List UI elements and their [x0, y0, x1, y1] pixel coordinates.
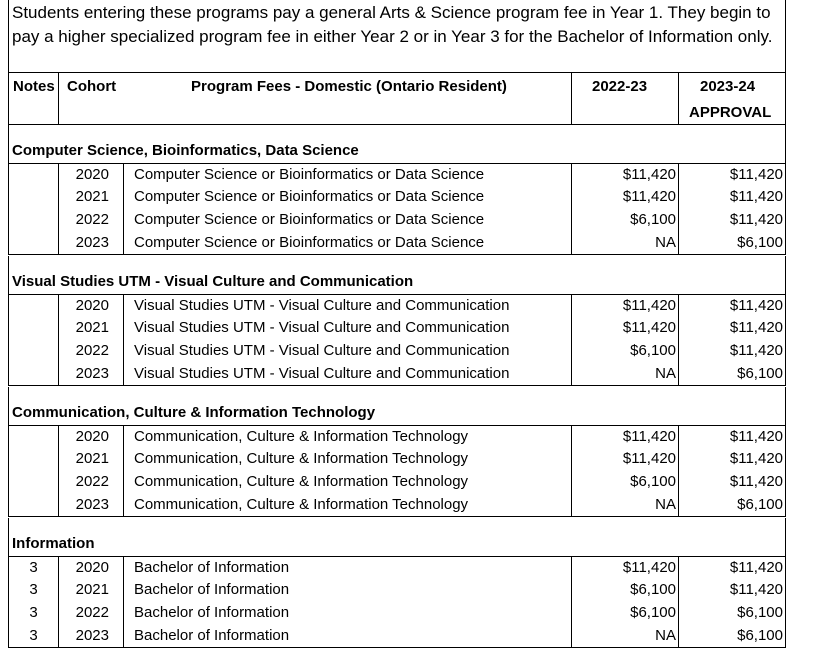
fee-2023-24-cell[interactable]: $6,100	[679, 494, 786, 517]
notes-cell[interactable]	[8, 163, 58, 186]
program-cell[interactable]: Bachelor of Information	[123, 602, 571, 625]
cohort-cell[interactable]: 2020	[58, 163, 123, 186]
header-fee2-cell[interactable]	[679, 72, 786, 125]
program-cell[interactable]: Visual Studies UTM - Visual Culture and Communication	[123, 363, 571, 386]
fee-2023-24-cell[interactable]: $11,420	[679, 579, 786, 602]
cohort-cell[interactable]: 2021	[58, 317, 123, 340]
cohort-cell[interactable]: 2021	[58, 579, 123, 602]
program-cell[interactable]: Visual Studies UTM - Visual Culture and Communication	[123, 340, 571, 363]
program-cell[interactable]: Bachelor of Information	[123, 579, 571, 602]
section-spacer	[8, 125, 786, 140]
section-title: Computer Science, Bioinformatics, Data Science	[8, 140, 786, 163]
fee-2022-23-cell[interactable]: NA	[571, 494, 679, 517]
header-cohort-cell[interactable]	[58, 72, 123, 125]
header-program: Program Fees - Domestic (Ontario Resident)	[191, 78, 507, 95]
notes-cell[interactable]: 3	[8, 579, 58, 602]
notes-cell[interactable]	[8, 425, 58, 448]
cohort-cell[interactable]: 2020	[58, 425, 123, 448]
fee-2022-23-cell[interactable]: NA	[571, 625, 679, 648]
section-title: Visual Studies UTM - Visual Culture and Communication	[8, 271, 786, 294]
fee-2023-24-cell[interactable]: $6,100	[679, 625, 786, 648]
header-program-cell[interactable]	[123, 72, 571, 125]
table-row	[8, 363, 786, 386]
header-fee1: 2022-23	[592, 78, 648, 95]
cohort-cell[interactable]: 2021	[58, 186, 123, 209]
notes-cell[interactable]	[8, 186, 58, 209]
cohort-cell[interactable]: 2023	[58, 494, 123, 517]
header-fee2-line2: APPROVAL	[689, 104, 772, 121]
fee-2022-23-cell[interactable]: $11,420	[571, 425, 679, 448]
table-row	[8, 163, 786, 186]
fee-2022-23-cell[interactable]: NA	[571, 363, 679, 386]
table-row	[8, 579, 786, 602]
notes-cell[interactable]	[8, 363, 58, 386]
cohort-cell[interactable]: 2023	[58, 625, 123, 648]
section-spacer	[8, 256, 786, 271]
notes-cell[interactable]	[8, 448, 58, 471]
cohort-cell[interactable]: 2023	[58, 363, 123, 386]
cohort-cell[interactable]: 2022	[58, 602, 123, 625]
fee-2023-24-cell[interactable]: $11,420	[679, 471, 786, 494]
notes-cell[interactable]: 3	[8, 625, 58, 648]
table-row	[8, 425, 786, 448]
fee-2022-23-cell[interactable]: $6,100	[571, 579, 679, 602]
fee-2022-23-cell[interactable]: $6,100	[571, 209, 679, 232]
fee-2023-24-cell[interactable]: $6,100	[679, 363, 786, 386]
header-fee1-cell[interactable]	[571, 72, 679, 125]
section-title: Communication, Culture & Information Technology	[8, 402, 786, 425]
notes-cell[interactable]	[8, 294, 58, 317]
table-row	[8, 294, 786, 317]
fee-2023-24-cell[interactable]: $6,100	[679, 602, 786, 625]
program-cell[interactable]: Computer Science or Bioinformatics or Data Science	[123, 232, 571, 255]
section-spacer	[8, 518, 786, 533]
notes-cell[interactable]	[8, 471, 58, 494]
cohort-cell[interactable]: 2022	[58, 340, 123, 363]
header-notes-cell[interactable]	[8, 72, 58, 125]
header-fee2-line1: 2023-24	[700, 78, 756, 95]
table-row	[8, 317, 786, 340]
program-cell[interactable]: Communication, Culture & Information Technology	[123, 425, 571, 448]
notes-cell[interactable]: 3	[8, 602, 58, 625]
notes-cell[interactable]	[8, 317, 58, 340]
table-row	[8, 232, 786, 255]
fee-2022-23-cell[interactable]: $11,420	[571, 294, 679, 317]
table-row	[8, 340, 786, 363]
cohort-cell[interactable]: 2023	[58, 232, 123, 255]
intro-text: Students entering these programs pay a general Arts & Science program fee in Year 1. They begin to pay a higher specialized program fee in either Year 2 or in Year 3 for the Bachelor of Information only.	[8, 0, 786, 72]
fee-2023-24-cell[interactable]: $11,420	[679, 186, 786, 209]
fee-2023-24-cell[interactable]: $6,100	[679, 232, 786, 255]
cohort-cell[interactable]: 2021	[58, 448, 123, 471]
fee-2023-24-cell[interactable]: $11,420	[679, 340, 786, 363]
fee-2023-24-cell[interactable]: $11,420	[679, 448, 786, 471]
program-cell[interactable]: Communication, Culture & Information Technology	[123, 471, 571, 494]
notes-cell[interactable]	[8, 340, 58, 363]
fee-2022-23-cell[interactable]: NA	[571, 232, 679, 255]
section-spacer	[8, 387, 786, 402]
cohort-cell[interactable]: 2022	[58, 209, 123, 232]
table-row	[8, 186, 786, 209]
notes-cell[interactable]	[8, 232, 58, 255]
header-cohort: Cohort	[67, 78, 117, 95]
notes-cell[interactable]: 3	[8, 556, 58, 579]
program-cell[interactable]: Visual Studies UTM - Visual Culture and Communication	[123, 317, 571, 340]
program-cell[interactable]: Computer Science or Bioinformatics or Data Science	[123, 186, 571, 209]
program-cell[interactable]: Bachelor of Information	[123, 556, 571, 579]
notes-cell[interactable]	[8, 209, 58, 232]
table-row	[8, 494, 786, 517]
fee-2022-23-cell[interactable]: $6,100	[571, 340, 679, 363]
fee-2023-24-cell[interactable]: $11,420	[679, 425, 786, 448]
header-notes: Notes	[13, 78, 55, 95]
program-cell[interactable]: Communication, Culture & Information Technology	[123, 448, 571, 471]
cohort-cell[interactable]: 2020	[58, 294, 123, 317]
cohort-cell[interactable]: 2022	[58, 471, 123, 494]
cohort-cell[interactable]: 2020	[58, 556, 123, 579]
fee-2022-23-cell[interactable]: $11,420	[571, 163, 679, 186]
fee-2022-23-cell[interactable]: $6,100	[571, 471, 679, 494]
fee-2023-24-cell[interactable]: $11,420	[679, 556, 786, 579]
fee-2022-23-cell[interactable]: $11,420	[571, 186, 679, 209]
fee-2022-23-cell[interactable]: $11,420	[571, 317, 679, 340]
notes-cell[interactable]	[8, 494, 58, 517]
fee-2022-23-cell[interactable]: $6,100	[571, 602, 679, 625]
table-row	[8, 471, 786, 494]
fee-2023-24-cell[interactable]: $11,420	[679, 317, 786, 340]
section-title: Information	[8, 533, 786, 556]
program-cell[interactable]: Computer Science or Bioinformatics or Data Science	[123, 209, 571, 232]
program-cell[interactable]: Computer Science or Bioinformatics or Data Science	[123, 163, 571, 186]
fee-2022-23-cell[interactable]: $11,420	[571, 448, 679, 471]
table-row	[8, 625, 786, 648]
table-row	[8, 209, 786, 232]
table-row	[8, 448, 786, 471]
fee-2023-24-cell[interactable]: $11,420	[679, 163, 786, 186]
fee-2022-23-cell[interactable]: $11,420	[571, 556, 679, 579]
program-cell[interactable]: Bachelor of Information	[123, 625, 571, 648]
table-row	[8, 556, 786, 579]
program-cell[interactable]: Visual Studies UTM - Visual Culture and Communication	[123, 294, 571, 317]
fee-2023-24-cell[interactable]: $11,420	[679, 209, 786, 232]
program-cell[interactable]: Communication, Culture & Information Technology	[123, 494, 571, 517]
fee-2023-24-cell[interactable]: $11,420	[679, 294, 786, 317]
table-row	[8, 602, 786, 625]
